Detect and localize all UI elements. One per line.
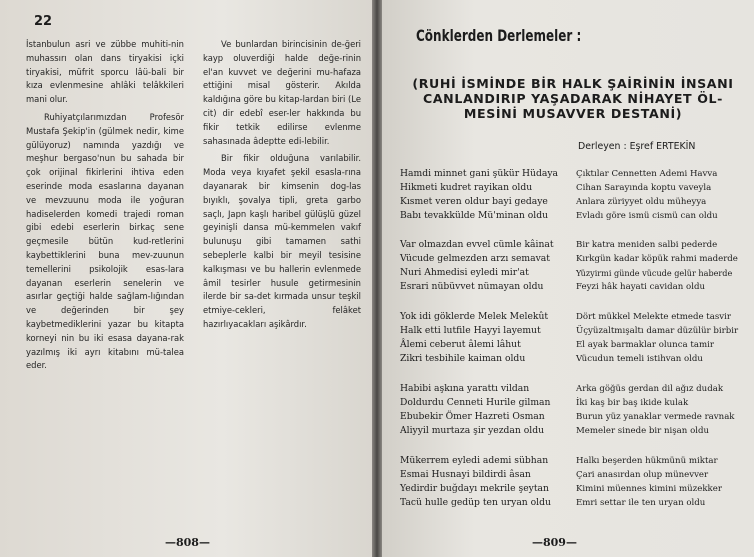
verse-line: Cihan Sarayında koptu vaveyla [576, 183, 712, 193]
stanza [576, 167, 718, 223]
verse-line: Dört mükkel Melekte etmede tasvir [576, 312, 732, 322]
verse-line: Vücudun temeli istihvan oldu [576, 354, 703, 364]
stanza [576, 454, 722, 510]
verse-line: Tacü hulle gedüp ten uryan oldu [400, 497, 551, 508]
page-number-right: —809— [532, 536, 577, 549]
verse-line: Var olmazdan evvel cümle kâinat [400, 239, 554, 250]
verse-line: El ayak barmaklar olunca tamir [576, 340, 714, 350]
stanza [576, 238, 738, 294]
stanza [400, 238, 554, 294]
stanza [576, 382, 735, 438]
verse-line: Halk etti lutfile Hayyi layemut [400, 325, 541, 336]
verse-line: Hamdi minnet gani şükür Hüdaya [400, 168, 558, 179]
stanza [400, 454, 551, 510]
verse-line: Burun yüz yanaklar vermede ravnak [576, 412, 735, 422]
paragraph: İstanbulun asri ve zübbe muhiti-nin muhassırı olan dans tiryakisi içki tiryakisi, müfrit sporcu lâü-bali bir kıza evlenmesine ahlâki telâkkileri mani olur. [26, 39, 184, 105]
verse-line: Kısmet veren oldur bayi gedaye [400, 196, 548, 207]
verse-line: Habibi aşkına yarattı vildan [400, 383, 530, 394]
verse-line: Evladı göre ismü cismü can oldu [576, 211, 718, 221]
stanza [400, 310, 548, 366]
verse-line: Yedirdir buğdayı mekrile şeytan [400, 483, 549, 494]
verse-line: Ebubekir Ömer Hazreti Osman [400, 411, 545, 422]
verse-line: Yok idi göklerde Melek Melekût [400, 311, 549, 322]
verse-line: Halkı beşerden hükmünü miktar [576, 456, 718, 466]
verse-line: Emri settar ile ten uryan oldu [576, 498, 706, 508]
verse-line: Memeler sinede bir nişan oldu [576, 426, 710, 436]
corner-number: 22 [34, 14, 53, 29]
verse-line: Esmai Husnayi bildirdi âsan [400, 469, 531, 480]
verse-line: Vücude gelmezden arzı semavat [400, 253, 550, 264]
paragraph: Ruhiyatçılarımızdan Profesör Mustafa Şekip'in (gülmek nedir, kime gülüyoruz) namında yazdığı ve meşhur bergaso'nun bu sahada bir çok orijinal fikirlerini ihtiva eden eserinde moda esaslarına dayanan ve mevzuunu moda ile yoğuran hadiselerden komedi trajedi roman gibi edebi eserlerin birkaç sene geçmesile bütün kud-retlerini kaybettiklerini buna mev-zuunun temellerini psikolojik esas-lara dayanan eserlerin senelerin ve asırlar geçtiği halde sağlam-lığından ve değerinden bir şey kaybetmediklerini yazar bu kitapta korneyi nin bu iki esasa dayana-rak yazılmış iki ayrı kitabını mü-talea eder. [26, 111, 184, 371]
paragraph: Bir fikir olduğuna varılabilir. Moda veya kıyafet şekil esasla-rına dayanarak bir kimsenin dog-las bıyıklı, şovalya tipli, greta garbo saçlı, Japn kaşlı haribel gülüşlü güzel geyinişli dansa mü-kemmelen vakıf bulunuşu gibi tamamen sathi sebeplerle kalbi bir meyil tesisine kalkışması ve bu hallerin evlenmede âmil tesirler husule getirmesinin ilerde bir sa-det kırmada unsur teşkil etmiye-cekleri, felâket hazırlıyacakları aşikârdır. [203, 153, 361, 329]
verse-line: Babı tevakkülde Mü'minan oldu [400, 210, 548, 221]
compiler-byline: Derleyen : Eşref ERTEKİN [578, 141, 696, 152]
verse-line: Esrari nübüvvet nümayan oldu [400, 281, 544, 292]
verse-line: Çari anasırdan olup münevver [576, 470, 709, 480]
section-heading: Cönklerden Derlemeler : [416, 26, 582, 45]
verse-line: Anlara züriyyet oldu müheyya [576, 197, 707, 207]
stanza [576, 310, 738, 366]
verse-line: Kırkgün kadar köpük rahmi maderde [576, 254, 738, 264]
verse-line: Çıktılar Cennetten Ademi Havva [576, 169, 718, 179]
verse-line: Arka göğüs gerdan dil ağız dudak [576, 384, 724, 394]
right-page [382, 0, 754, 557]
verse-line: Zikri tesbihile kaiman oldu [400, 353, 526, 364]
verse-line: Kimini müennes kimini müzekker [576, 484, 722, 494]
verse-line: Üçyüzaltmışaltı damar düzülür birbir [576, 326, 739, 336]
verse-line: Mükerrem eyledi ademi sübhan [400, 455, 549, 466]
verse-line: Bir katra meniden salbi pederde [576, 240, 718, 250]
left-page [0, 0, 372, 557]
verse-line: Âlemi ceberut âlemi lâhut [400, 339, 521, 350]
paragraph: Ve bunlardan birincisinin de-ğeri kayp oluverdiği halde değe-rinin el'an kuvvet ve değerini mu-hafaza ettiğini misal gösterir. Akılda kaldığına göre bu kitap-lardan biri (Le cit) dir edebî eser-ler hakkında bu fikir tetkik edilirse evlenme sahasınada âdeptte edi-lebilir. [203, 39, 361, 146]
verse-line: Yüzyirmi günde vücude gelür haberde [576, 268, 733, 278]
verse-line: Aliyyil murtaza şir yezdan oldu [400, 425, 545, 436]
book-gutter [372, 0, 382, 557]
poem-title: (RUHİ İSMİNDE BİR HALK ŞAİRİNİN İNSANI CANLANDIRIP YAŞADARAK NİHAYET ÖL-MESİNİ MUSAVVER DESTANİ) [412, 76, 734, 121]
verse-line: Hikmeti kudret rayikan oldu [400, 182, 533, 193]
verse-line: Feyzi hâk hayati cavidan oldu [576, 282, 705, 292]
verse-line: Nuri Ahmedisi eyledi mir'at [400, 267, 529, 278]
verse-line: İki kaş bir baş ikide kulak [576, 398, 689, 408]
page-number-left: —808— [165, 536, 210, 549]
stanza [400, 382, 550, 438]
verse-line: Doldurdu Cenneti Hurile gilman [400, 397, 551, 408]
stanza [400, 167, 558, 223]
left-column-2 [203, 38, 361, 336]
left-column-1 [26, 38, 184, 377]
